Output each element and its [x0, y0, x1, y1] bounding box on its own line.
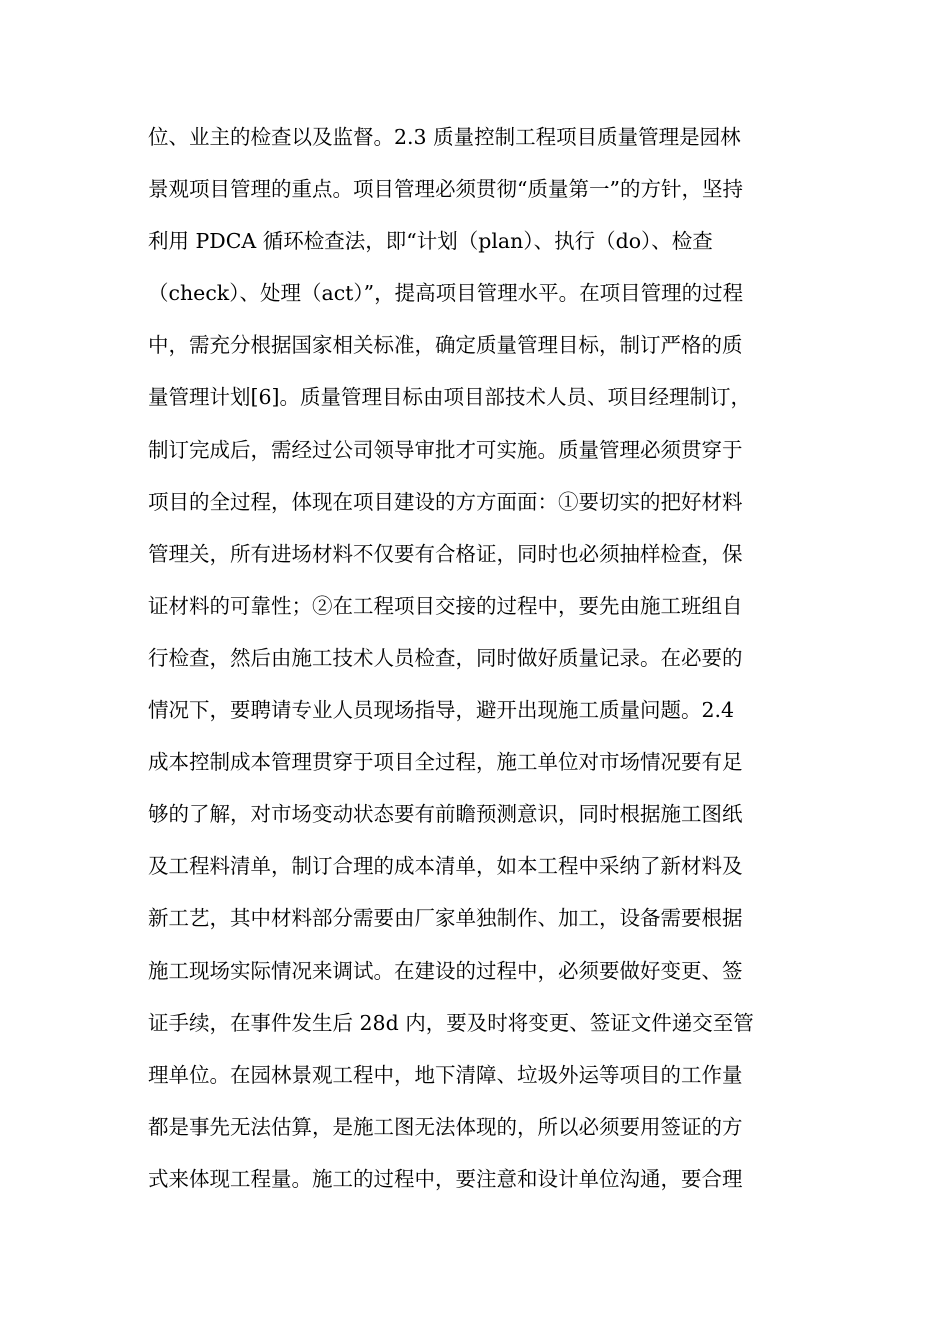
text-line: 景观项目管理的重点。项目管理必须贯彻“质量第一”的方针，坚持: [148, 177, 743, 202]
text-line: 行检查，然后由施工技术人员检查，同时做好质量记录。在必要的: [148, 645, 743, 670]
text-line: 项目的全过程，体现在项目建设的方方面面：①要切实的把好材料: [148, 489, 743, 514]
text-line: 管理关，所有进场材料不仅要有合格证，同时也必须抽样检查，保: [148, 541, 743, 566]
text-line: 制订完成后，需经过公司领导审批才可实施。质量管理必须贯穿于: [148, 437, 743, 462]
text-line: 施工现场实际情况来调试。在建设的过程中，必须要做好变更、签: [148, 958, 743, 983]
text-line: 式来体现工程量。施工的过程中，要注意和设计单位沟通，要合理: [148, 1166, 743, 1191]
text-line: （check）、处理（act）”，提高项目管理水平。在项目管理的过程: [148, 281, 744, 306]
text-line: 量管理计划[6]。质量管理目标由项目部技术人员、项目经理制订，: [148, 385, 752, 410]
text-line: 够的了解，对市场变动状态要有前瞻预测意识，同时根据施工图纸: [148, 802, 743, 827]
text-line: 都是事先无法估算，是施工图无法体现的，所以必须要用签证的方: [148, 1114, 743, 1139]
body-paragraph: [148, 117, 808, 1211]
text-line: 及工程料清单，制订合理的成本清单，如本工程中采纳了新材料及: [148, 854, 743, 879]
text-line: 情况下，要聘请专业人员现场指导，避开出现施工质量问题。2.4: [148, 698, 735, 723]
text-line: 成本控制成本管理贯穿于项目全过程，施工单位对市场情况要有足: [148, 750, 743, 775]
text-line: 理单位。在园林景观工程中，地下清障、垃圾外运等项目的工作量: [148, 1062, 743, 1087]
text-line: 利用 PDCA 循环检查法，即“计划（plan）、执行（do）、检查: [148, 229, 713, 254]
text-line: 证手续，在事件发生后 28d 内，要及时将变更、签证文件递交至管: [148, 1010, 754, 1035]
text-line: 新工艺，其中材料部分需要由厂家单独制作、加工，设备需要根据: [148, 906, 743, 931]
text-line: 证材料的可靠性；②在工程项目交接的过程中，要先由施工班组自: [148, 593, 743, 618]
text-line: 位、业主的检查以及监督。2.3 质量控制工程项目质量管理是园林: [148, 125, 741, 149]
text-line: 中，需充分根据国家相关标准，确定质量管理目标，制订严格的质: [148, 333, 743, 358]
